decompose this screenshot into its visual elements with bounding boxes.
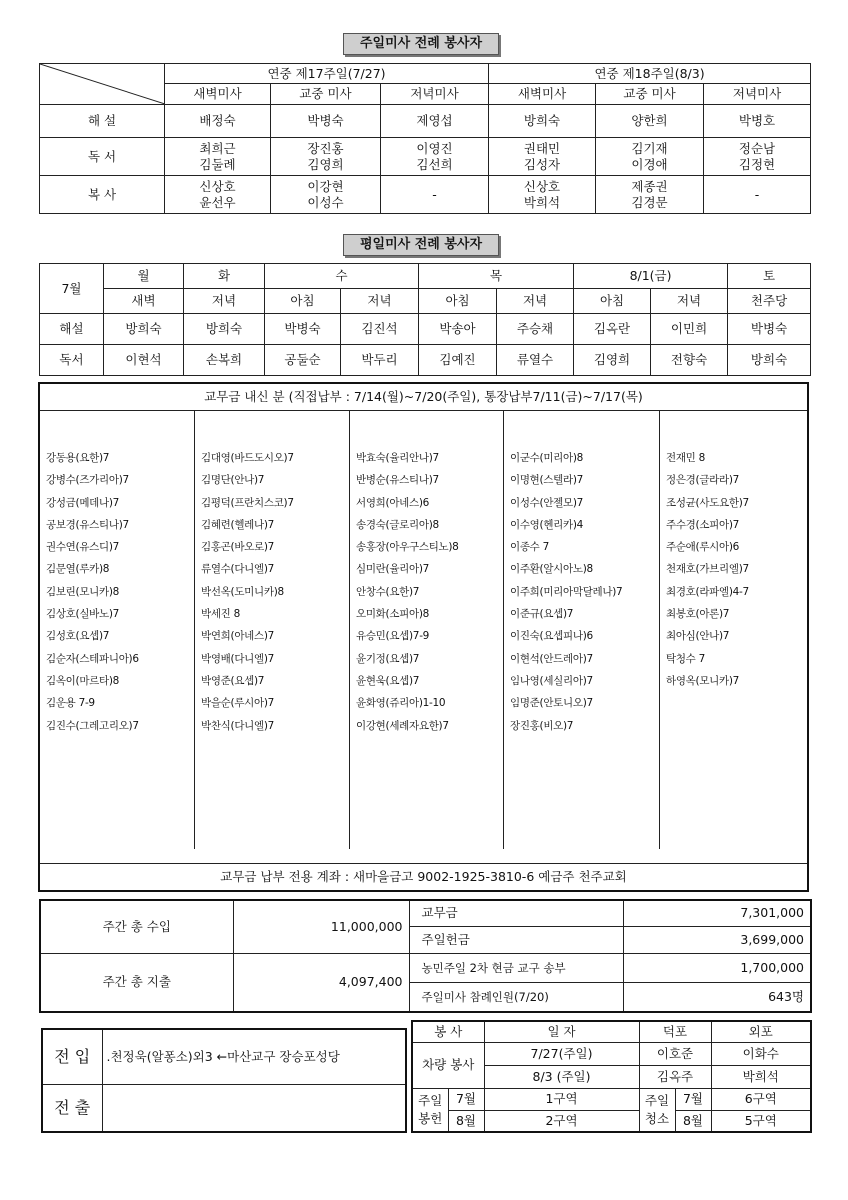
time-header: 저녁 <box>651 289 728 314</box>
assignee-cell <box>489 138 596 176</box>
weekday-table <box>39 263 811 376</box>
offering-zone: 2구역 <box>484 1110 639 1132</box>
assignee-name: 제종권 <box>631 178 668 194</box>
dues-entry: 김상호(실바노)7 <box>46 608 120 621</box>
role-label: 복 사 <box>40 176 165 214</box>
finance-item-label: 주일헌금 <box>409 926 623 953</box>
dues-entry: 하영옥(모니카)7 <box>666 674 740 687</box>
dues-entry: 임명준(안토니오)7 <box>510 697 593 710</box>
cleaning-label-line: 청소 <box>644 1110 670 1126</box>
assignee-cell <box>381 105 489 138</box>
vehicle-oepo: 박희석 <box>711 1065 811 1088</box>
week1-header: 연중 제17주일(7/27) <box>165 64 489 84</box>
assignee-name: 양한희 <box>631 113 668 128</box>
assignee-cell <box>271 105 381 138</box>
dues-entry: 박찬식(다니엘)7 <box>201 719 275 732</box>
dues-entry: 권수연(유스디)7 <box>46 541 120 554</box>
assignee-name: 김경문 <box>631 194 668 210</box>
cleaning-label-line: 주일 <box>644 1092 670 1108</box>
dues-box <box>38 382 809 892</box>
assignee-cell <box>165 138 271 176</box>
dues-entry: 이현석(안드레아)7 <box>510 652 593 665</box>
dues-entry: 공보경(유스티나)7 <box>46 518 129 531</box>
assignee-cell <box>704 176 811 214</box>
dues-entry: 송경숙(글로리아)8 <box>356 518 439 531</box>
assignee-cell: 손복희 <box>184 345 265 376</box>
vehicle-oepo: 이화수 <box>711 1042 811 1065</box>
time-header: 아침 <box>419 289 497 314</box>
dues-entry: 김명단(안나)7 <box>201 474 265 487</box>
vehicle-deokpo: 이호준 <box>639 1042 711 1065</box>
dues-column <box>195 411 350 849</box>
time-header: 새벽 <box>104 289 184 314</box>
assignee-name: 제영섭 <box>416 113 453 128</box>
assignee-name: 정순남 <box>738 140 776 156</box>
dues-entry: 조성균(사도요한)7 <box>666 496 749 509</box>
weekday-section-title: 평일미사 전례 봉사자 <box>343 234 499 256</box>
cleaning-month: 7월 <box>675 1088 711 1110</box>
time-header: 아침 <box>265 289 341 314</box>
vehicle-label: 차량 봉사 <box>412 1042 484 1088</box>
sunday-table <box>39 63 811 214</box>
dues-entry: 이종수 7 <box>510 541 549 554</box>
dues-entry: 박선옥(도미니카)8 <box>201 585 284 598</box>
diagonal-line <box>40 64 165 104</box>
assignee-cell: 김영희 <box>574 345 651 376</box>
assignee-name: 윤선우 <box>199 194 236 210</box>
dues-entry: 윤화영(쥬리아)1-10 <box>356 697 446 710</box>
assignee-cell <box>704 105 811 138</box>
assignee-cell: 방희숙 <box>104 314 184 345</box>
assignee-cell: 방희숙 <box>728 345 811 376</box>
finance-item-value: 3,699,000 <box>623 926 811 953</box>
dues-entry: 최봉호(아론)7 <box>666 608 730 621</box>
vehicle-deokpo: 김옥주 <box>639 1065 711 1088</box>
assignee-cell <box>596 105 704 138</box>
dues-entry: 안창수(요한)7 <box>356 585 420 598</box>
role-label: 독서 <box>40 345 104 376</box>
role-label: 해 설 <box>40 105 165 138</box>
dues-entry: 이준규(요셉)7 <box>510 608 574 621</box>
dues-entry: 전재민 8 <box>666 452 705 464</box>
assignee-name: 신상호 <box>199 178 236 194</box>
dues-entry: 강성금(메데나)7 <box>46 496 120 509</box>
dues-entry: 서영희(아네스)6 <box>356 496 430 509</box>
dues-column <box>504 411 660 849</box>
assignee-cell: 박두리 <box>341 345 419 376</box>
time-header: 저녁 <box>497 289 574 314</box>
dues-entry: 임나영(세실리아)7 <box>510 674 593 687</box>
mass-header: 저녁미사 <box>704 84 811 105</box>
role-label: 독 서 <box>40 138 165 176</box>
dues-entry: 박을순(루시아)7 <box>201 697 275 710</box>
assignee-cell <box>165 176 271 214</box>
transfer-out-value <box>102 1084 406 1132</box>
finance-item-value: 7,301,000 <box>623 900 811 926</box>
dues-entry: 이성수(안젤모)7 <box>510 496 584 509</box>
assignee-cell: 박병숙 <box>728 314 811 345</box>
dues-entry: 이명현(스텔라)7 <box>510 474 584 487</box>
assignee-cell <box>489 105 596 138</box>
dues-entry: 이수영(헨리카)4 <box>510 518 584 531</box>
dues-entry: 천재호(가브리엘)7 <box>666 563 749 576</box>
assignee-cell: 이민희 <box>651 314 728 345</box>
dues-entry: 김홍곤(바오로)7 <box>201 541 275 554</box>
mass-header: 새벽미사 <box>489 84 596 105</box>
income-label: 주간 총 수입 <box>40 900 233 953</box>
cleaning-zone: 6구역 <box>711 1088 811 1110</box>
offering-label-line: 주일 <box>418 1092 443 1108</box>
assignee-cell <box>165 105 271 138</box>
assignee-cell <box>596 138 704 176</box>
transfer-in-value: .천정욱(알퐁소)외3 ←마산교구 장승포성당 <box>102 1029 406 1084</box>
dues-entry: 김옥이(마르타)8 <box>46 674 120 687</box>
dues-entry: 최아심(안나)7 <box>666 630 730 643</box>
offering-label-line: 봉헌 <box>418 1110 443 1126</box>
assignee-name: - <box>432 186 437 202</box>
assignee-name: 박희석 <box>523 194 561 210</box>
finance-item-label: 주일미사 참례인원(7/20) <box>409 982 623 1012</box>
dues-entry: 김혜련(헬레나)7 <box>201 518 275 531</box>
dues-entry: 박세진 8 <box>201 608 240 621</box>
dues-account-footer: 교무금 납부 전용 계좌 : 새마을금고 9002-1925-3810-6 예금주 천주교회 <box>40 863 807 890</box>
day-header: 8/1(금) <box>574 264 728 289</box>
week2-header: 연중 제18주일(8/3) <box>489 64 811 84</box>
assignee-cell <box>381 138 489 176</box>
assignee-name: 장진홍 <box>307 140 344 156</box>
dues-column <box>660 411 807 849</box>
assignee-cell <box>381 176 489 214</box>
dues-entry: 김평덕(프란치스코)7 <box>201 496 294 509</box>
finance-item-value: 643명 <box>623 982 811 1012</box>
assignee-cell: 박송아 <box>419 314 497 345</box>
assignee-name: 권태민 <box>523 140 561 156</box>
service-header: 덕포 <box>639 1021 711 1042</box>
day-header: 월 <box>104 264 184 289</box>
dues-entry: 김대영(바드도시오)7 <box>201 452 294 464</box>
assignee-cell: 공둘순 <box>265 345 341 376</box>
dues-entry: 이강현(세례자요한)7 <box>356 719 449 732</box>
service-table <box>411 1020 812 1133</box>
expense-label: 주간 총 지출 <box>40 953 233 1012</box>
assignee-name: 신상호 <box>523 178 561 194</box>
mass-header: 저녁미사 <box>381 84 489 105</box>
transfer-in-label: 전 입 <box>42 1029 102 1084</box>
role-label: 해설 <box>40 314 104 345</box>
dues-entry: 김진수(그레고리오)7 <box>46 719 139 732</box>
dues-entry: 주수경(소피아)7 <box>666 518 740 531</box>
dues-entry: 류열수(다니엘)7 <box>201 563 275 576</box>
dues-entry: 윤기정(요셉)7 <box>356 652 420 665</box>
dues-entry: 반병순(유스티나)7 <box>356 474 439 487</box>
assignee-cell <box>704 138 811 176</box>
vehicle-date: 7/27(주일) <box>484 1042 639 1065</box>
assignee-cell <box>271 176 381 214</box>
day-header: 목 <box>419 264 574 289</box>
finance-table <box>39 899 812 1013</box>
assignee-name: 방희숙 <box>523 113 561 128</box>
assignee-name: 최희근 <box>199 140 236 156</box>
dues-entry: 김성호(요셉)7 <box>46 630 110 643</box>
dues-entry: 김문열(루카)8 <box>46 563 110 576</box>
dues-entry: 오미화(소피아)8 <box>356 608 430 621</box>
assignee-cell <box>489 176 596 214</box>
assignee-cell <box>271 138 381 176</box>
dues-entry: 박효숙(율리안나)7 <box>356 452 439 464</box>
assignee-name: 김선희 <box>416 156 453 172</box>
time-header: 천주당 <box>728 289 811 314</box>
finance-item-label: 교무금 <box>409 900 623 926</box>
dues-entry: 유승민(요셉)7-9 <box>356 630 430 643</box>
assignee-cell: 이현석 <box>104 345 184 376</box>
offering-month: 8월 <box>448 1110 484 1132</box>
dues-entry: 박영준(요셉)7 <box>201 674 265 687</box>
cleaning-month: 8월 <box>675 1110 711 1132</box>
sunday-section-title: 주일미사 전례 봉사자 <box>343 33 499 55</box>
assignee-name: 박병숙 <box>307 113 344 128</box>
assignee-cell: 김옥란 <box>574 314 651 345</box>
dues-entry: 이주환(알시아노)8 <box>510 563 593 576</box>
dues-entry: 강동용(요한)7 <box>46 452 110 464</box>
day-header: 수 <box>265 264 419 289</box>
dues-entry: 박영배(다니엘)7 <box>201 652 275 665</box>
assignee-name: 이경애 <box>631 156 668 172</box>
assignee-name: 배정숙 <box>199 113 236 128</box>
service-header: 외포 <box>711 1021 811 1042</box>
dues-entry: 장진홍(비오)7 <box>510 719 574 732</box>
assignee-cell: 전향숙 <box>651 345 728 376</box>
assignee-name: 이영진 <box>416 140 453 156</box>
assignee-cell: 방희숙 <box>184 314 265 345</box>
transfer-table <box>41 1028 407 1133</box>
vehicle-date: 8/3 (주일) <box>484 1065 639 1088</box>
assignee-cell: 류열수 <box>497 345 574 376</box>
day-header: 화 <box>184 264 265 289</box>
time-header: 저녁 <box>341 289 419 314</box>
service-header: 봉 사 <box>412 1021 484 1042</box>
dues-entry: 김순자(스테파니아)6 <box>46 652 139 665</box>
dues-header: 교무금 내신 분 (직접납부 : 7/14(월)~7/20(주일), 통장납부7/11(금)~7/17(목) <box>40 384 807 411</box>
dues-entry: 심미란(율리아)7 <box>356 563 430 576</box>
mass-header: 교중 미사 <box>596 84 704 105</box>
assignee-cell: 김예진 <box>419 345 497 376</box>
transfer-out-label: 전 출 <box>42 1084 102 1132</box>
offering-month: 7월 <box>448 1088 484 1110</box>
dues-entry: 박연희(아네스)7 <box>201 630 275 643</box>
finance-item-label: 농민주일 2차 현금 교구 송부 <box>409 953 623 982</box>
assignee-name: 박병호 <box>738 113 776 128</box>
assignee-name: 이성수 <box>307 194 344 210</box>
dues-entry: 정은경(글라라)7 <box>666 474 740 487</box>
finance-item-value: 1,700,000 <box>623 953 811 982</box>
mass-header: 새벽미사 <box>165 84 271 105</box>
time-header: 저녁 <box>184 289 265 314</box>
dues-entry: 윤현욱(요셉)7 <box>356 674 420 687</box>
cleaning-label <box>639 1088 675 1132</box>
dues-entry: 주순애(루시아)6 <box>666 541 740 554</box>
dues-entry: 송홍장(아우구스티노)8 <box>356 541 459 554</box>
month-cell: 7월 <box>40 264 104 314</box>
mass-header: 교중 미사 <box>271 84 381 105</box>
cleaning-zone: 5구역 <box>711 1110 811 1132</box>
service-header: 일 자 <box>484 1021 639 1042</box>
assignee-name: 김성자 <box>523 156 561 172</box>
assignee-name: 이강현 <box>307 178 344 194</box>
dues-entry: 이주희(미리아막달레나)7 <box>510 585 623 598</box>
dues-entry: 탁청수 7 <box>666 652 705 665</box>
offering-label <box>412 1088 448 1132</box>
assignee-name: - <box>754 186 760 202</box>
expense-value: 4,097,400 <box>233 953 409 1012</box>
dues-entry: 김운용 7-9 <box>46 697 95 710</box>
assignee-name: 김둘례 <box>199 156 236 172</box>
corner-cell <box>40 64 165 105</box>
assignee-cell <box>596 176 704 214</box>
dues-entry: 최경호(라파엘)4-7 <box>666 585 749 598</box>
assignee-name: 김영희 <box>307 156 344 172</box>
dues-column <box>350 411 504 849</box>
assignee-cell: 박병숙 <box>265 314 341 345</box>
assignee-cell: 김진석 <box>341 314 419 345</box>
day-header: 토 <box>728 264 811 289</box>
assignee-name: 김정현 <box>738 156 776 172</box>
dues-entry: 이군수(미리아)8 <box>510 452 584 464</box>
assignee-cell: 주승채 <box>497 314 574 345</box>
dues-entry: 이진숙(요셉피나)6 <box>510 630 593 643</box>
offering-zone: 1구역 <box>484 1088 639 1110</box>
dues-entry: 강병수(즈가리아)7 <box>46 474 129 487</box>
dues-column <box>40 411 195 849</box>
time-header: 아침 <box>574 289 651 314</box>
dues-entry: 김보린(모니카)8 <box>46 585 120 598</box>
income-value: 11,000,000 <box>233 900 409 953</box>
assignee-name: 김기재 <box>631 140 668 156</box>
